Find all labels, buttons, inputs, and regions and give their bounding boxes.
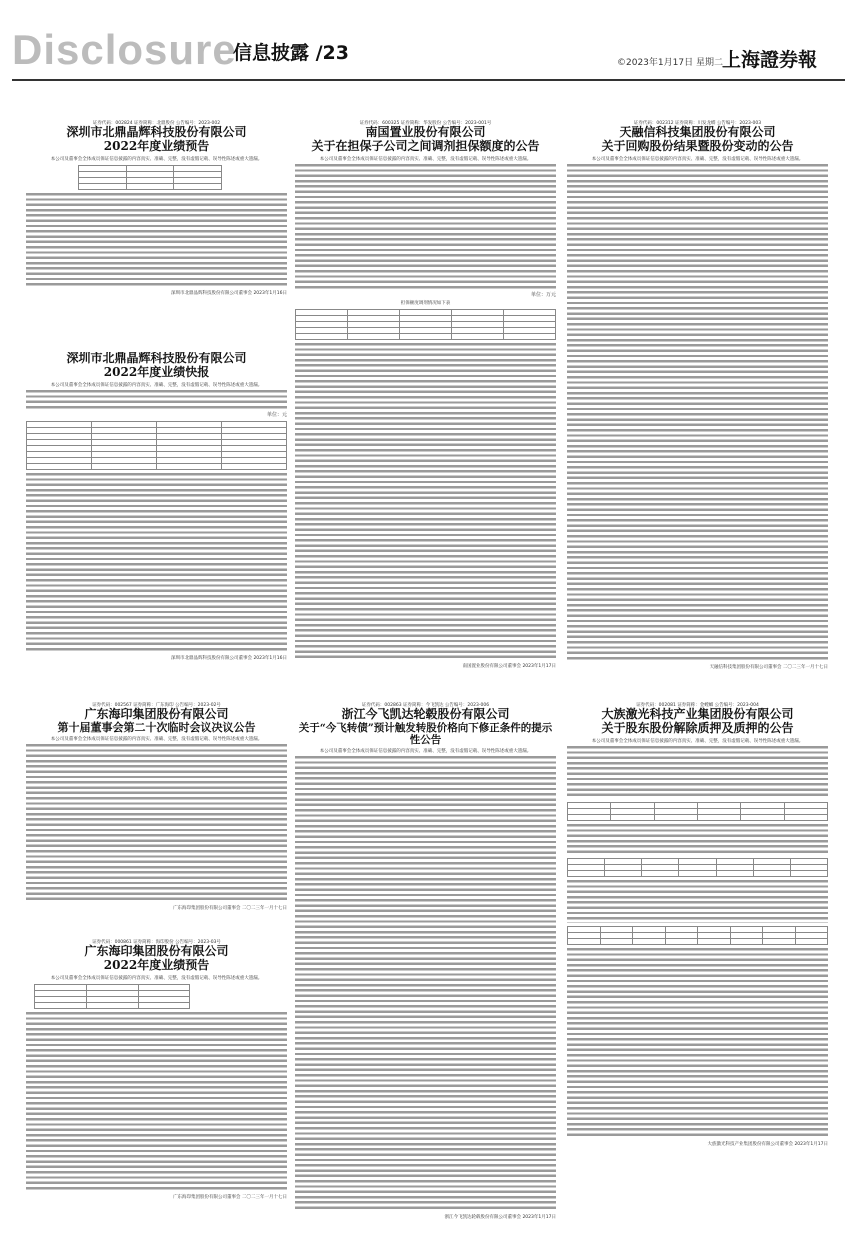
notice-declaration: 本公司及董事会全体成员保证信息披露的内容真实、准确、完整，没有虚假记载、误导性陈述或重大遗漏。 <box>50 737 263 743</box>
column-top-middle <box>295 120 556 693</box>
newspaper-brand: 上海證券報 <box>722 49 818 71</box>
notice-body <box>295 164 556 291</box>
notice-codes: 证券代码：002081 证券简称：金螳螂 公告编号：2023-004 <box>636 703 759 708</box>
notice-signature: 深圳市北鼎晶辉科技股份有限公司董事会 2023年1月16日 <box>171 655 287 661</box>
notice-codes: 证券代码：002824 证券简称：北鼎股份 公告编号：2023-002 <box>92 121 221 126</box>
table-caption: 担保额度调剂情况如下表 <box>400 300 451 306</box>
notice-company: 南国置业股份有限公司 <box>365 125 486 139</box>
unit-label: 单位：元 <box>266 411 287 418</box>
issue-date: ©2023年1月17日 星期二 <box>617 58 723 68</box>
masthead <box>0 0 857 88</box>
notice-signature: 广东海印集团股份有限公司董事会 二〇二三年一月十七日 <box>173 906 287 912</box>
notice-body <box>567 880 828 922</box>
notice-codes: 证券代码：000861 证券简称：海印股份 公告编号：2023-03号 <box>92 940 221 945</box>
notice-haiyin-forecast <box>26 939 287 1230</box>
notice-title: 第十届董事会第二十次临时会议决议公告 <box>57 720 256 734</box>
express-table <box>26 421 287 470</box>
unit-label: 单位：万元 <box>530 291 556 298</box>
notice-title: 关于“今飞转债”预计触发转股价格向下修正条件的提示性公告 <box>298 721 553 746</box>
cumulative-pledge-table <box>567 926 828 945</box>
notice-signature: 大族激光科技产业集团股份有限公司董事会 2023年1月17日 <box>707 1141 828 1147</box>
notice-declaration: 本公司及董事会全体成员保证信息披露的内容真实、准确、完整，没有虚假记载、误导性陈述或重大遗漏。 <box>319 156 532 162</box>
notice-body <box>26 193 287 288</box>
notice-title: 2022年度业绩预告 <box>103 957 210 972</box>
notice-codes: 证券代码：002863 证券简称：今飞凯达 公告编号：2023-006 <box>361 703 490 708</box>
notice-declaration: 本公司及董事会全体成员保证信息披露的内容真实、准确、完整，没有虚假记载、误导性陈述或重大遗漏。 <box>50 975 263 981</box>
column-bottom-left <box>26 702 287 1230</box>
notice-company: 天融信科技集团股份有限公司 <box>619 125 776 139</box>
masthead-rule <box>12 79 845 81</box>
notice-codes: 证券代码：002312 证券简称：川发龙蟒 公告编号：2023-003 <box>633 121 762 126</box>
column-top-left <box>26 120 287 693</box>
pledge-release-table <box>567 802 828 821</box>
notice-company: 深圳市北鼎晶辉科技股份有限公司 <box>66 352 247 365</box>
column-top-right <box>567 120 828 693</box>
notice-body <box>26 744 287 903</box>
column-bottom-right <box>567 702 828 1230</box>
notice-beiding-forecast <box>26 120 287 350</box>
notice-body <box>26 1012 287 1192</box>
notice-title: 关于在担保子公司之间调剂担保额度的公告 <box>311 138 540 153</box>
notice-signature: 浙江今飞凯达轮毂股份有限公司董事会 2023年1月17日 <box>444 1214 556 1220</box>
notice-declaration: 本公司及董事会全体成员保证信息披露的内容真实、准确、完整，没有虚假记载、误导性陈述或重大遗漏。 <box>591 738 804 744</box>
notice-body <box>26 390 287 411</box>
section-title: 信息披露 /23 <box>233 42 349 64</box>
notice-company: 广东海印集团股份有限公司 <box>84 944 229 958</box>
notice-title: 2022年度业绩预告 <box>103 138 210 153</box>
disclosure-logo: Disclosure <box>12 26 237 73</box>
pledge-table <box>567 858 828 877</box>
notice-body <box>567 164 828 662</box>
notice-body <box>295 343 556 661</box>
notice-nanguo <box>295 120 556 693</box>
notice-declaration: 本公司及董事会全体成员保证信息披露的内容真实、准确、完整，没有虚假记载、误导性陈述或重大遗漏。 <box>50 156 263 162</box>
notice-declaration: 本公司及董事会全体成员保证信息披露的内容真实、准确、完整，没有虚假记载、误导性陈述或重大遗漏。 <box>50 382 263 388</box>
notice-company: 浙江今飞凯达轮毂股份有限公司 <box>341 707 510 721</box>
notice-body <box>26 473 287 653</box>
notice-dazu <box>567 702 828 1230</box>
notice-codes: 证券代码：002567 证券简称：广东海印 公告编号：2023-02号 <box>92 703 221 708</box>
notice-company: 深圳市北鼎晶辉科技股份有限公司 <box>66 125 247 139</box>
notice-declaration: 本公司及董事会全体成员保证信息披露的内容真实、准确、完整，没有虚假记载、误导性陈述或重大遗漏。 <box>591 156 804 162</box>
notice-body <box>567 948 828 1139</box>
notice-beiding-express <box>26 352 287 693</box>
notice-haiyin-board <box>26 702 287 937</box>
notice-title: 2022年度业绩快报 <box>103 364 210 379</box>
notice-declaration: 本公司及董事会全体成员保证信息披露的内容真实、准确、完整，没有虚假记载、误导性陈述或重大遗漏。 <box>319 748 532 754</box>
notice-signature: 天融信科技集团股份有限公司董事会 二〇二三年一月十七日 <box>709 664 828 670</box>
notice-title: 关于股东股份解除质押及质押的公告 <box>601 720 794 735</box>
notice-codes: 证券代码：600325 证券简称：华发股份 公告编号：2023-001号 <box>359 121 492 126</box>
notice-body <box>567 824 828 856</box>
notice-signature: 广东海印集团股份有限公司董事会 二〇二三年一月十七日 <box>173 1194 287 1200</box>
notice-signature: 深圳市北鼎晶辉科技股份有限公司董事会 2023年1月16日 <box>171 290 287 296</box>
notice-body <box>295 756 556 1212</box>
notice-company: 广东海印集团股份有限公司 <box>84 707 229 721</box>
forecast-table <box>34 984 191 1009</box>
guarantee-table <box>295 309 556 340</box>
notice-title: 关于回购股份结果暨股份变动的公告 <box>601 138 794 153</box>
notice-signature: 南国置业股份有限公司董事会 2023年1月17日 <box>462 663 556 669</box>
column-bottom-middle <box>295 702 556 1230</box>
notice-tianrongxin <box>567 120 828 693</box>
notice-jinfei <box>295 702 556 1230</box>
forecast-table <box>78 165 222 190</box>
notice-body <box>567 746 828 799</box>
notice-company: 大族激光科技产业集团股份有限公司 <box>601 707 794 721</box>
